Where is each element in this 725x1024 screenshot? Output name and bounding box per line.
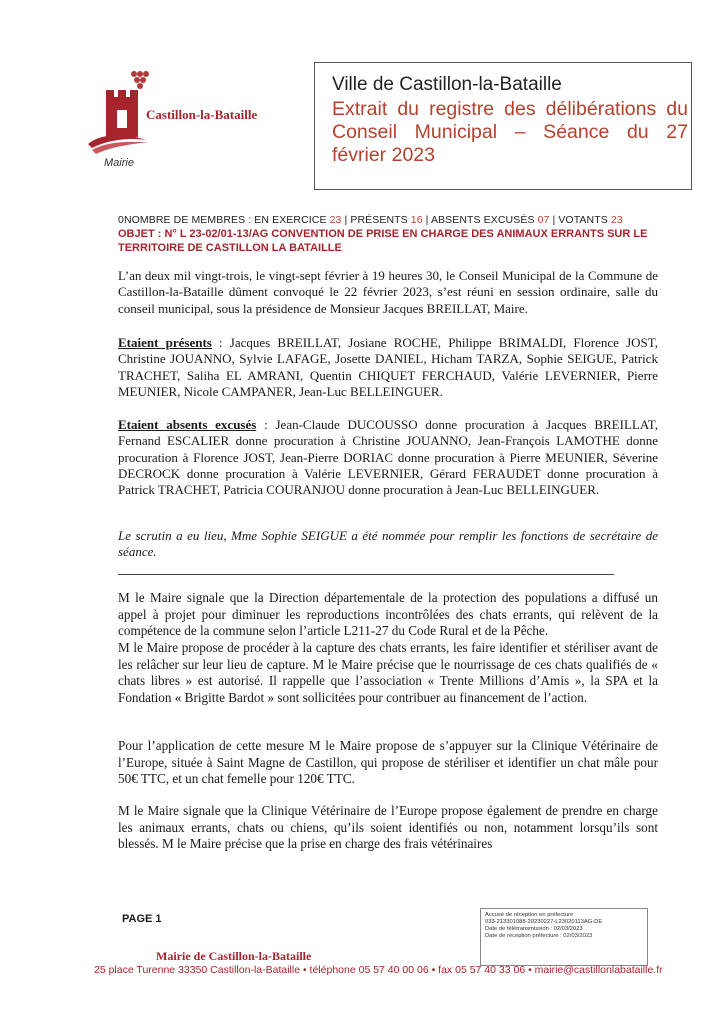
presents-label: Etaient présents [118,335,212,350]
logo-town-name: Castillon-la-Bataille [146,107,258,122]
scrutin-paragraph: Le scrutin a eu lieu, Mme Sophie SEIGUE a été nommée pour remplir les fonctions de secrétaire de séance. [118,528,658,560]
stamp-line-1: Accusé de réception en préfecture [485,912,574,918]
header-subtitle-line-1: Extrait du registre des délibérations du [332,98,688,120]
count-presents: 16 [410,214,423,226]
count-en-exercice: 23 [329,214,342,226]
count-absents: 07 [537,214,550,226]
counts-absents-label: | ABSENTS EXCUSÉS [422,214,538,226]
page-number: PAGE 1 [122,913,162,925]
header-subtitle-line-3: février 2023 [332,144,435,166]
member-counts [118,214,623,226]
footer-address: 25 place Turenne 33350 Castillon-la-Bataille • téléphone 05 57 40 00 06 • fax 05 57 40 33 06 • mairie@castillonlabataille.fr [94,964,663,976]
body-paragraph-1a: M le Maire signale que la Direction départementale de la protection des populations a diffusé un appel à projet pour diminuer les reproductions incontrôlées des chats errants, qui relèvent de la compétence de la commune selon l’article L211-27 du Code Rural et de la Pêche. [118,590,658,638]
body-paragraph-3: M le Maire signale que la Clinique Vétérinaire de l’Europe propose également de prendre en charge les animaux errants, chats ou chiens, qu’ils soient identifiés ou non, notamment lorsqu’ils sont blessés. M le Maire précise que la prise en charge des frais vétérinaires [118,803,658,851]
header-subtitle [332,98,688,167]
absents-label: Etaient absents excusés [118,417,257,432]
grape-icon [131,71,149,89]
presents-paragraph [118,335,658,400]
header-subtitle-line-2: Conseil Municipal – Séance du 27 [332,121,688,143]
absents-paragraph [118,417,658,498]
stamp-line-4: Date de réception préfecture : 02/03/2023 [485,933,593,939]
stamp-line-3: Date de télétransmission : 02/03/2023 [485,926,583,932]
counts-prefix: 0NOMBRE DE MEMBRES : EN EXERCICE [118,214,330,226]
logo-mairie-label: Mairie [104,157,134,169]
presents-list: : Jacques BREILLAT, Josiane ROCHE, Philippe BRIMALDI, Florence JOST, Christine JOUANNO, Sylvie LAFAGE, Josette DANIEL, Hicham TARZA, Sophie SEIGUE, Patrick TRACHET, Saliha EL AMRANI, Quentin CHIQUET FERCHAUD, Valérie LEVERNIER, Pierre MEUNIER, Nicole CAMPANER, Jean-Luc BELLEINGUER. [118,335,658,399]
body-paragraph-1b: M le Maire propose de procéder à la capture des chats errants, les faire identifier et stériliser avant de les relâcher sur leur lieu de capture. M le Maire précise que le nourrissage de ces chats qualifiés de « chats libres » est autorisé. Il rappelle que l’association « Trente Millions d’Amis », la SPA et la Fondation « Brigitte Bardot » sont sollicitées pour contribuer au financement de l’action. [118,640,658,705]
stamp-line-2: 033-213301088-20230227-L23020113AG-DE [485,919,603,925]
header-title: Ville de Castillon-la-Bataille [332,74,562,95]
body-paragraph-2: Pour l’application de cette mesure M le Maire propose de s’appuyer sur la Clinique Vétérinaire de l’Europe, située à Saint Magne de Castillon, qui propose de stériliser et identifier un chat mâle pour 50€ TTC, et un chat femelle pour 120€ TTC. [118,738,658,786]
prefecture-stamp [480,908,648,966]
deliberation-objet: OBJET : N° L 23-02/01-13/AG CONVENTION DE PRISE EN CHARGE DES ANIMAUX ERRANTS SUR LE TERRITOIRE DE CASTILLON LA BATAILLE [118,228,648,254]
intro-paragraph: L’an deux mil vingt-trois, le vingt-sept février à 19 heures 30, le Conseil Municipal de la Commune de Castillon-la-Bataille dûment convoqué le 22 février 2023, s’est réuni en session ordinaire, salle du conseil municipal, sous la présidence de Monsieur Jacques BREILLAT, Maire. [118,268,658,316]
absents-list: : Jean-Claude DUCOUSSO donne procuration à Jacques BREILLAT, Fernand ESCALIER donne procuration à Christine JOUANNO, Jean-François LAMOTHE donne procuration à Florence JOST, Jean-Pierre DORIAC donne procuration à Pierre MEUNIER, Séverine DECROCK donne procuration à Valérie LEVERNIER, Gérard FERAUDET donne procuration à Patrick TRACHET, Patricia COURANJOU donne procuration à Jean-Luc BELLEINGUER. [118,417,658,498]
count-votants: 23 [610,214,623,226]
section-divider [118,574,614,575]
counts-votants-label: | VOTANTS [549,214,611,226]
counts-presents-label: | PRÉSENTS [341,214,411,226]
footer-mairie-name: Mairie de Castillon-la-Bataille [156,949,312,963]
